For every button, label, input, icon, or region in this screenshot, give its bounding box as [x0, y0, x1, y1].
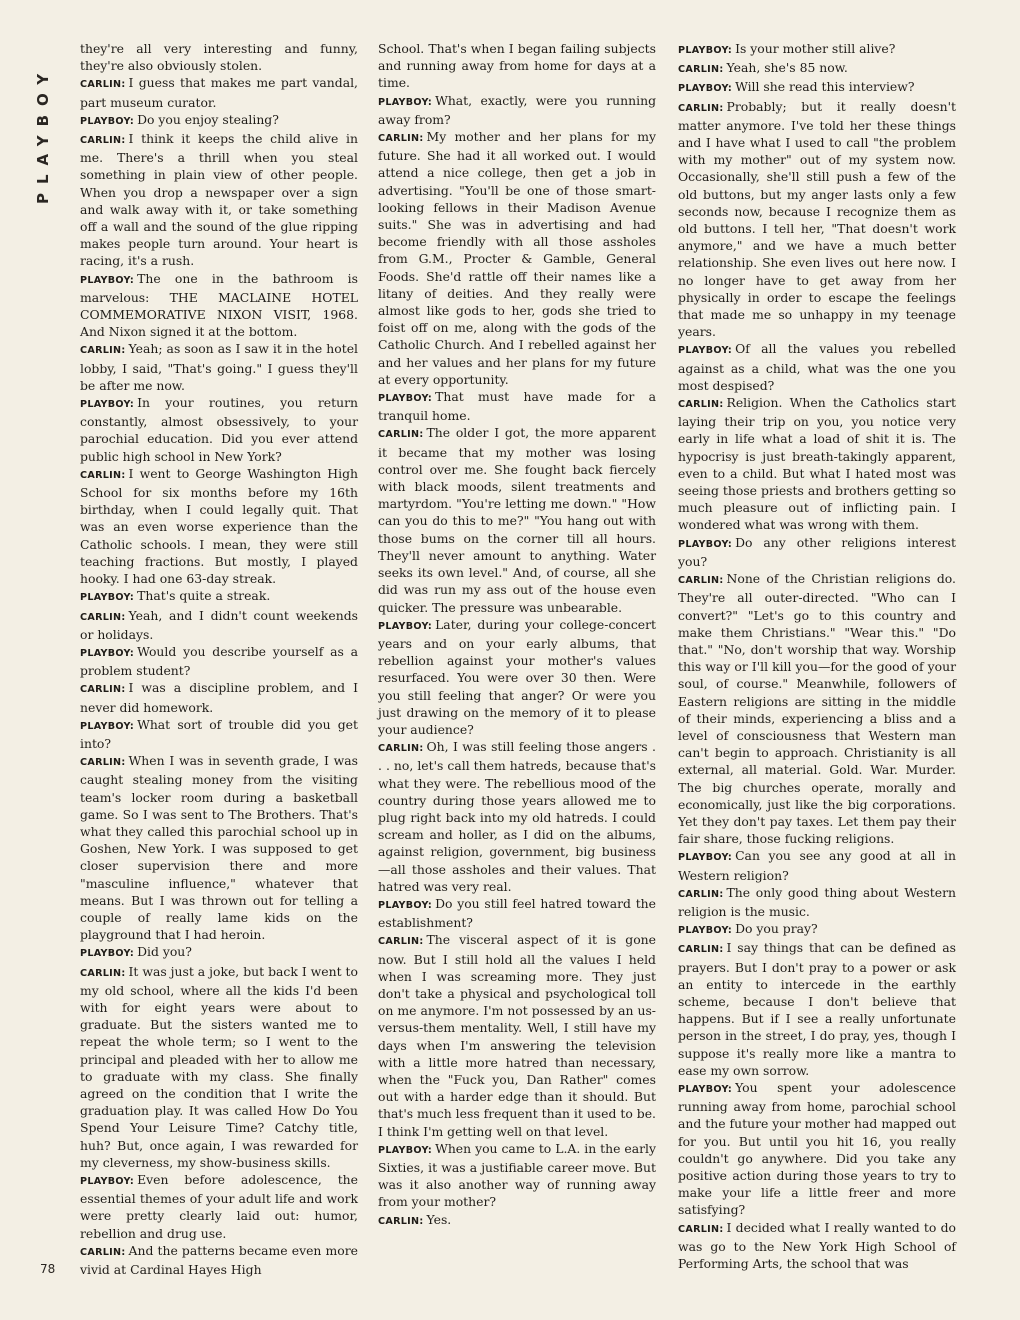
speaker-label: CARLIN: — [678, 399, 724, 411]
paragraph-text: The one in the bathroom is marvelous: THE MACLAINE HOTEL COMMEMORATIVE NIXON VISIT, 1968. And Nixon signed it at the bottom. — [80, 270, 358, 340]
paragraph-text: That must have made for a tranquil home. — [378, 389, 656, 424]
speaker-label: CARLIN: — [80, 79, 126, 91]
speaker-label: CARLIN: — [678, 888, 724, 900]
interview-paragraph — [80, 130, 358, 270]
column-2 — [378, 40, 656, 1230]
interview-paragraph — [80, 74, 358, 110]
speaker-label: CARLIN: — [80, 684, 126, 696]
interview-paragraph — [678, 534, 956, 570]
paragraph-text: Yes. — [426, 1211, 452, 1227]
interview-paragraph — [80, 963, 358, 1171]
speaker-label: PLAYBOY: — [378, 96, 433, 108]
speaker-label: PLAYBOY: — [80, 399, 135, 411]
speaker-label: CARLIN: — [80, 345, 126, 357]
speaker-label: PLAYBOY: — [678, 345, 733, 357]
paragraph-text: they're all very interesting and funny, they're also obviously stolen. — [80, 41, 358, 74]
interview-paragraph — [378, 1140, 656, 1211]
speaker-label: CARLIN: — [378, 743, 424, 755]
interview-paragraph — [80, 270, 358, 341]
paragraph-text: When you came to L.A. in the early Sixties, it was a justifiable career move. But was it also another way of running away from your mother? — [378, 1140, 656, 1210]
paragraph-text: In your routines, you return constantly, almost obsessively, to your parochial education. Did you ever attend public high school in New York? — [80, 395, 358, 464]
interview-paragraph — [80, 752, 358, 943]
speaker-label: CARLIN: — [80, 135, 126, 147]
paragraph-text: Later, during your college-concert years and on your early albums, that rebellion against your mother's values resurfaced. You were over 30 then. Were you still feeling that anger? Or were you just drawing on the memory of it to please your audience? — [378, 616, 656, 737]
speaker-label: PLAYBOY: — [378, 393, 433, 405]
paragraph-text: What sort of trouble did you get into? — [80, 716, 358, 751]
interview-paragraph — [80, 340, 358, 394]
paragraph-text: That's quite a streak. — [137, 588, 271, 604]
paragraph-text: It was just a joke, but back I went to my old school, where all the kids I'd been with for eight years were about to graduate. But the sisters wanted me to repeat the whole term; so I went to the principal and pleaded with her to allow me to graduate with my class. She finally agreed on the condition that I write the graduation play. It was called How Do You Spend Your Leisure Time? Catchy title, huh? But, once again, I was rewarded for my cleverness, my show-business skills. — [80, 963, 358, 1170]
paragraph-text: Yeah, she's 85 now. — [726, 60, 848, 76]
paragraph-text: I think it keeps the child alive in me. There's a thrill when you steal something in plain view of other people. When you drop a newspaper over a sign and walk away with it, or take something off a wall and the sound of the glue ripping makes people turn around. Your heart is racing, it's a rush. — [80, 131, 358, 269]
interview-paragraph — [80, 643, 358, 679]
interview-paragraph — [678, 884, 956, 920]
paragraph-text: Did you? — [137, 944, 192, 960]
paragraph-text: Yeah, and I didn't count weekends or holidays. — [80, 607, 358, 642]
paragraph-text: The older I got, the more apparent it became that my mother was losing control over me. She fought back fiercely with black moods, silent treatments and martyrdom. "You're letting me down." "How can you do this to me?" "You hang out with those bums on the corner till all hours. They'll never amount to anything. Water seeks its own level." And, of course, all she did was run my ass out of the house even quicker. The pressure was unbearable. — [378, 425, 656, 615]
paragraph-text: Will she read this interview? — [735, 79, 915, 95]
speaker-label: PLAYBOY: — [378, 899, 433, 911]
paragraph-text: I decided what I really wanted to do was go to the New York High School of Performing Arts, the school that was — [678, 1219, 956, 1272]
interview-paragraph — [378, 40, 656, 92]
interview-paragraph — [678, 920, 956, 939]
interview-paragraph — [80, 1242, 358, 1278]
speaker-label: CARLIN: — [80, 469, 126, 481]
paragraph-text: Would you describe yourself as a problem student? — [80, 643, 358, 679]
speaker-label: CARLIN: — [378, 429, 424, 441]
paragraph-text: Do you enjoy stealing? — [137, 111, 279, 127]
paragraph-text: The visceral aspect of it is gone now. But I still hold all the values I held when I was screaming more. They just don't take a physical and psychological toll on me anymore. I'm not possessed by an us-versus-them mentality. Well, I still have my days when I'm answering the television with a little more hatred than necessary, when the "Fuck you, Dan Rather" comes out with a harder edge than it should. But that's much less frequent than it used to be. I think I'm getting well on that level. — [378, 932, 656, 1139]
speaker-label: CARLIN: — [80, 757, 126, 769]
interview-paragraph — [378, 1211, 656, 1230]
speaker-label: PLAYBOY: — [678, 45, 733, 56]
speaker-label: PLAYBOY: — [678, 852, 733, 864]
interview-paragraph — [80, 943, 358, 962]
interview-paragraph — [378, 895, 656, 931]
interview-paragraph — [378, 388, 656, 424]
speaker-label: PLAYBOY: — [678, 83, 733, 95]
speaker-label: CARLIN: — [378, 133, 424, 145]
paragraph-text: I went to George Washington High School for six months before my 16th birthday, when I could legally quit. That was an even worse experience than the Catholic schools. I mean, they were still teaching fractions. But mostly, I played hooky. I had one 63-day streak. — [80, 465, 358, 587]
interview-paragraph — [678, 394, 956, 534]
speaker-label: CARLIN: — [378, 936, 424, 948]
paragraph-text: You spent your adolescence running away from home, parochial school and the future your mother had mapped out for you. But until you hit 16, you really couldn't go anywhere. Did you take any positive action during those years to try to make your life a little freer and more satisfying? — [678, 1079, 956, 1218]
paragraph-text: School. That's when I began failing subjects and running away from home for days at a time. — [378, 41, 656, 91]
speaker-label: PLAYBOY: — [80, 948, 135, 960]
interview-paragraph — [678, 939, 956, 1079]
speaker-label: PLAYBOY: — [678, 1083, 733, 1095]
paragraph-text: Do you pray? — [735, 921, 818, 937]
paragraph-text: The only good thing about Western religion is the music. — [678, 884, 956, 919]
interview-paragraph — [678, 40, 956, 59]
interview-paragraph — [80, 716, 358, 752]
interview-paragraph — [80, 111, 358, 130]
interview-paragraph — [378, 616, 656, 738]
interview-paragraph — [678, 59, 956, 78]
speaker-label: CARLIN: — [80, 1246, 126, 1258]
speaker-label: PLAYBOY: — [80, 115, 135, 127]
paragraph-text: Is your mother still alive? — [735, 41, 896, 56]
interview-paragraph — [80, 465, 358, 587]
paragraph-text: Probably; but it really doesn't matter anymore. I've told her these things and I have what I used to call "the problem with my mother" out of my system now. Occasionally, she'll still push a few of the old buttons, but my anger lasts only a few seconds now, because I recognize them as old buttons. I tell her, "That doesn't work anymore," and we have a much better relationship. She even lives out here now. I no longer have to get away from her physically in order to escape the feelings that made me so unhappy in my teenage years. — [678, 98, 956, 340]
interview-paragraph — [678, 78, 956, 97]
paragraph-text: I guess that makes me part vandal, part museum curator. — [80, 75, 358, 110]
speaker-label: PLAYBOY: — [678, 925, 733, 937]
interview-paragraph — [80, 587, 358, 606]
interview-paragraph — [80, 40, 358, 74]
column-1 — [80, 40, 358, 1278]
interview-paragraph — [80, 394, 358, 465]
paragraph-text: When I was in seventh grade, I was caught stealing money from the visiting team's locker room during a basketball game. So I was sent to The Brothers. That's what they called this parochial school up in Goshen, New York. I was supposed to get closer supervision there and more "masculine influence," whatever that means. But I was thrown out for telling a couple of really lame kids on the playground that I had heroin. — [80, 753, 358, 943]
spine-label: PLAYBOY — [34, 64, 52, 204]
interview-paragraph — [378, 931, 656, 1139]
paragraph-text: Do you still feel hatred toward the establishment? — [378, 895, 656, 931]
interview-paragraph — [378, 424, 656, 615]
paragraph-text: Oh, I was still feeling those angers . . . no, let's call them hatreds, because that's what they were. The rebellious mood of the country during those years allowed me to plug right back into my old hatreds. I could scream and holler, as I did on the albums, against religion, government, big business—all those assholes and their values. That hatred was very real. — [378, 739, 656, 894]
interview-paragraph — [378, 128, 656, 388]
speaker-label: PLAYBOY: — [80, 1176, 135, 1187]
paragraph-text: None of the Christian religions do. They're all outer-directed. "Who can I convert?" "Let's go to this country and make them Christians." "Wear this." "Do that." "No, don't worship that way. Worship this way or I'll kill you—for the good of your soul, of course." Meanwhile, followers of Eastern religions are sitting in the middle of their minds, experiencing a bliss and a level of consciousness that Western man can't begin to approach. Christianity is all external, all material. Gold. War. Murder. The big churches operate, morally and economically, just like the big corporations. Yet they don't pay taxes. Let them pay their fair share, those fucking religions. — [678, 571, 956, 847]
paragraph-text: I was a discipline problem, and I never did homework. — [80, 680, 358, 715]
speaker-label: PLAYBOY: — [378, 1144, 433, 1156]
speaker-label: PLAYBOY: — [678, 538, 733, 550]
paragraph-text: I say things that can be defined as prayers. But I don't pray to a power or ask an entity to intercede in the earthly scheme, because I don't believe that happens. But if I see a really unfortunate person in the street, I do pray, yes, though I suppose it's really more like a mantra to ease my own sorrow. — [678, 940, 956, 1078]
paragraph-text: Yeah; as soon as I saw it in the hotel lobby, I said, "That's going." I guess they'll be after me now. — [80, 341, 358, 393]
paragraph-text: What, exactly, were you running away from? — [378, 92, 656, 127]
speaker-label: CARLIN: — [678, 944, 724, 956]
speaker-label: CARLIN: — [678, 102, 724, 114]
speaker-label: CARLIN: — [678, 1223, 724, 1235]
column-3 — [678, 40, 956, 1272]
speaker-label: CARLIN: — [678, 575, 724, 587]
interview-paragraph — [378, 738, 656, 895]
paragraph-text: My mother and her plans for my future. She had it all worked out. I would attend a nice college, then get a job in advertising. "You'll be one of those smart-looking fellows in their Madison Avenue suits." She was in advertising and had become friendly with all those assholes from G.M., Procter & Gamble, General Foods. She'd rattle off their names like a litany of deities. And they really were almost like gods to her, gods she tried to foist off on me, along with the gods of the Catholic Church. And I rebelled against her and her values and her plans for my future at every opportunity. — [378, 129, 656, 387]
speaker-label: PLAYBOY: — [80, 274, 135, 286]
interview-paragraph — [678, 570, 956, 847]
speaker-label: CARLIN: — [678, 64, 724, 76]
paragraph-text: And the patterns became even more vivid at Cardinal Hayes High — [80, 1242, 358, 1278]
speaker-label: PLAYBOY: — [80, 647, 135, 659]
paragraph-text: Even before adolescence, the essential themes of your adult life and work were pretty clearly laid out: humor, rebellion and drug use. — [80, 1172, 358, 1241]
interview-paragraph — [678, 340, 956, 394]
paragraph-text: Do any other religions interest you? — [678, 534, 956, 569]
paragraph-text: Can you see any good at all in Western religion? — [678, 848, 956, 883]
interview-paragraph — [80, 1171, 358, 1242]
speaker-label: PLAYBOY: — [378, 620, 433, 632]
speaker-label: CARLIN: — [80, 611, 126, 623]
interview-paragraph — [378, 92, 656, 128]
speaker-label: CARLIN: — [80, 967, 126, 979]
speaker-label: PLAYBOY: — [80, 720, 135, 732]
interview-paragraph — [80, 607, 358, 643]
paragraph-text: Religion. When the Catholics start laying their trip on you, you notice very early in life what a load of shit it is. The hypocrisy is just breath-takingly apparent, even to a child. But what I hated most was seeing those priests and brothers getting so much pleasure out of inflicting pain. I wondered what was wrong with them. — [678, 395, 956, 533]
interview-paragraph — [678, 847, 956, 883]
interview-paragraph — [678, 1079, 956, 1219]
interview-paragraph — [678, 98, 956, 341]
speaker-label: CARLIN: — [378, 1215, 424, 1227]
interview-paragraph — [678, 1219, 956, 1273]
interview-paragraph — [80, 679, 358, 715]
paragraph-text: Of all the values you rebelled against as a child, what was the one you most despised? — [678, 341, 956, 393]
page-number: 78 — [40, 1262, 56, 1276]
speaker-label: PLAYBOY: — [80, 592, 135, 604]
